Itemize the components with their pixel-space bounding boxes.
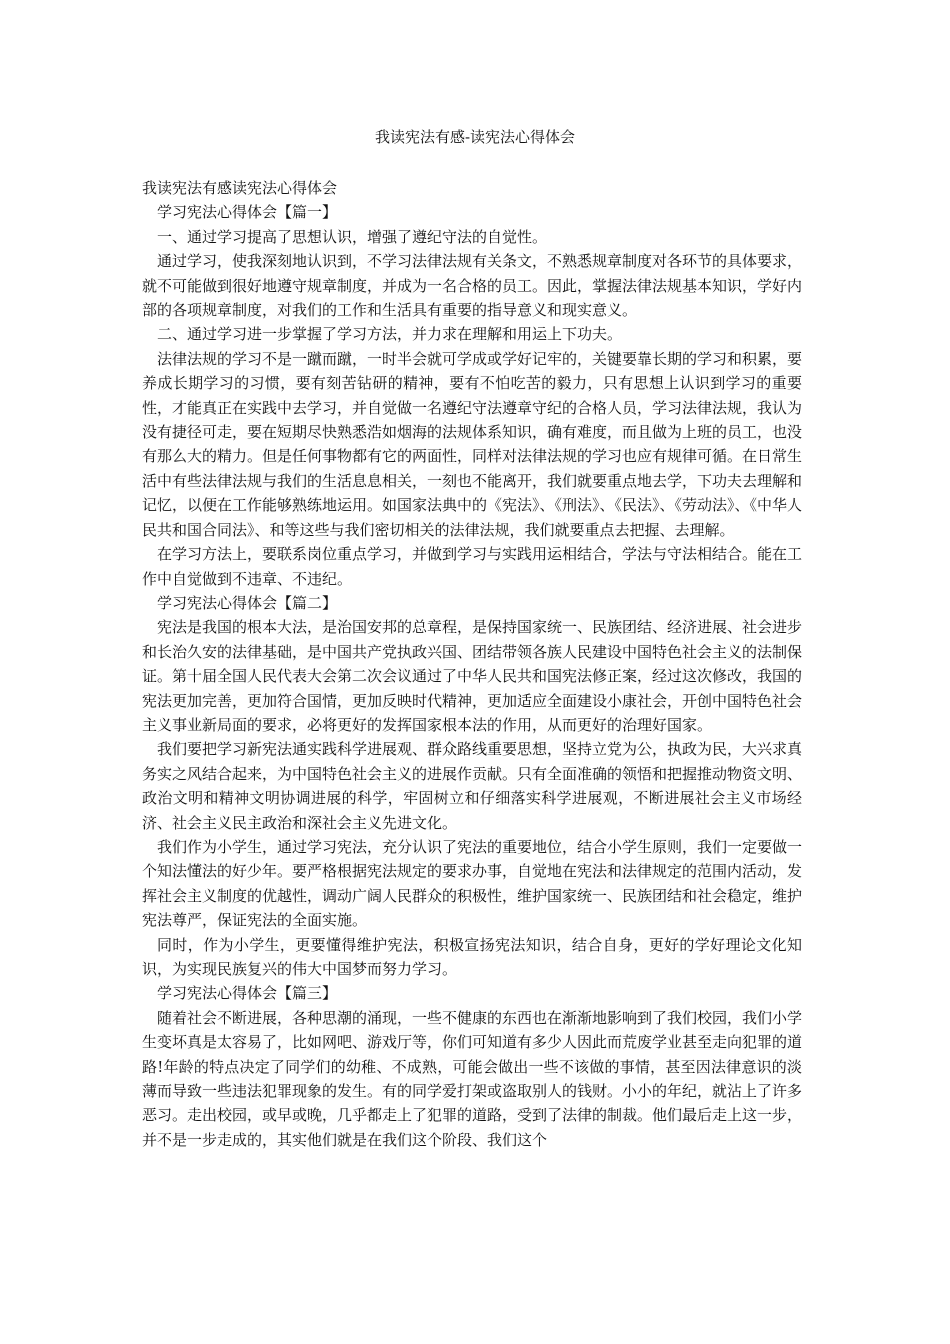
document-subtitle: 我读宪法有感读宪法心得体会 [142,179,338,197]
document-body [142,176,802,1152]
paragraph: 法律法规的学习不是一蹴而蹴，一时半会就可学成或学好记牢的，关键要靠长期的学习和积累，要养成长期学习的习惯，要有刻苦钻研的精神，要有不怕吃苦的毅力，只有思想上认识到学习的重要性，才能真正在实践中去学习，并自觉做一名遵纪守法遵章守纪的合格人员，学习法律法规，我认为没有捷径可走，要在短期尽快熟悉浩如烟海的法规体系知识，确有难度，而且做为上班的员工，也没有那么大的精力。但是任何事物都有它的两面性，同样对法律法规的学习也应有规律可循。在日常生活中有些法律法规与我们的生活息息相关，一刻也不能离开，我们就要重点地去学，下功夫去理解和记忆，以便在工作能够熟练地运用。如国家法典中的《宪法》、《刑法》、《民法》、《劳动法》、《中华人民共和国合同法》、和等这些与我们密切相关的法律法规，我们就要重点去把握、去理解。 [142,349,803,539]
paragraph: 随着社会不断进展，各种思潮的涌现，一些不健康的东西也在渐渐地影响到了我们校园，我们小学生变坏真是太容易了，比如网吧、游戏厅等，你们可知道有多少人因此而荒废学业甚至走向犯罪的道路!年龄的特点决定了同学们的幼稚、不成熟，可能会做出一些不该做的事情，甚至因法律意识的淡薄而导致一些违法犯罪现象的发生。有的同学爱打架或盗取别人的钱财。小小的年纪，就沾上了许多恶习。走出校园，或早或晚，几乎都走上了犯罪的道路，受到了法律的制裁。他们最后走上这一步，并不是一步走成的，其实他们就是在我们这个阶段、我们这个 [142,1008,803,1149]
paragraph: 一、通过学习提高了思想认识，增强了遵纪守法的自觉性。 [157,227,548,246]
paragraph: 二、通过学习进一步掌握了学习方法，并力求在理解和用运上下功夫。 [157,325,623,344]
paragraph: 我们要把学习新宪法通实践科学进展观、群众路线重要思想，坚持立党为公，执政为民，大兴求真务实之风结合起来，为中国特色社会主义的进展作贡献。只有全面准确的领悟和把握推动物资文明、政治文明和精神文明协调进展的科学，牢固树立和仔细落实科学进展观，不断进展社会主义市场经济、社会主义民主政治和深社会主义先进文化。 [142,740,803,832]
paragraph: 我们作为小学生，通过学习宪法，充分认识了宪法的重要地位，结合小学生原则，我们一定要做一个知法懂法的好少年。要严格根据宪法规定的要求办事，自觉地在宪法和法律规定的范围内活动，发挥社会主义制度的优越性，调动广阔人民群众的积极性，维护国家统一、民族团结和社会稳定，维护宪法尊严，保证宪法的全面实施。 [142,837,803,930]
paragraph: 在学习方法上，要联系岗位重点学习，并做到学习与实践用运相结合，学法与守法相结合。能在工作中自觉做到不违章、不违纪。 [142,545,803,588]
section-heading-1: 学习宪法心得体会【篇一】 [157,203,338,222]
paragraph: 通过学习，使我深刻地认识到，不学习法律法规有关条文，不熟悉规章制度对各环节的具体要求，就不可能做到很好地遵守规章制度，并成为一名合格的员工。因此，掌握法律法规基本知识，学好内部的各项规章制度，对我们的工作和生活具有重要的指导意义和现实意义。 [142,252,803,320]
section-heading-3: 学习宪法心得体会【篇三】 [157,984,338,1003]
paragraph: 同时，作为小学生，更要懂得维护宪法，积极宣扬宪法知识，结合自身，更好的学好理论文化知识，为实现民族复兴的伟大中国梦而努力学习。 [142,935,802,978]
paragraph: 宪法是我国的根本大法，是治国安邦的总章程，是保持国家统一、民族团结、经济进展、社会进步和长治久安的法律基础，是中国共产党执政兴国、团结带领各族人民建设中国特色社会主义的法制保证。第十届全国人民代表大会第二次会议通过了中华人民共和国宪法修正案，经过这次修改，我国的宪法更加完善，更加符合国情，更加反映时代精神，更加适应全面建设小康社会，开创中国特色社会主义事业新局面的要求，必将更好的发挥国家根本法的作用，从而更好的治理好国家。 [142,618,803,734]
section-heading-2: 学习宪法心得体会【篇二】 [157,593,338,612]
document-title: 我读宪法有感-读宪法心得体会 [374,128,576,146]
